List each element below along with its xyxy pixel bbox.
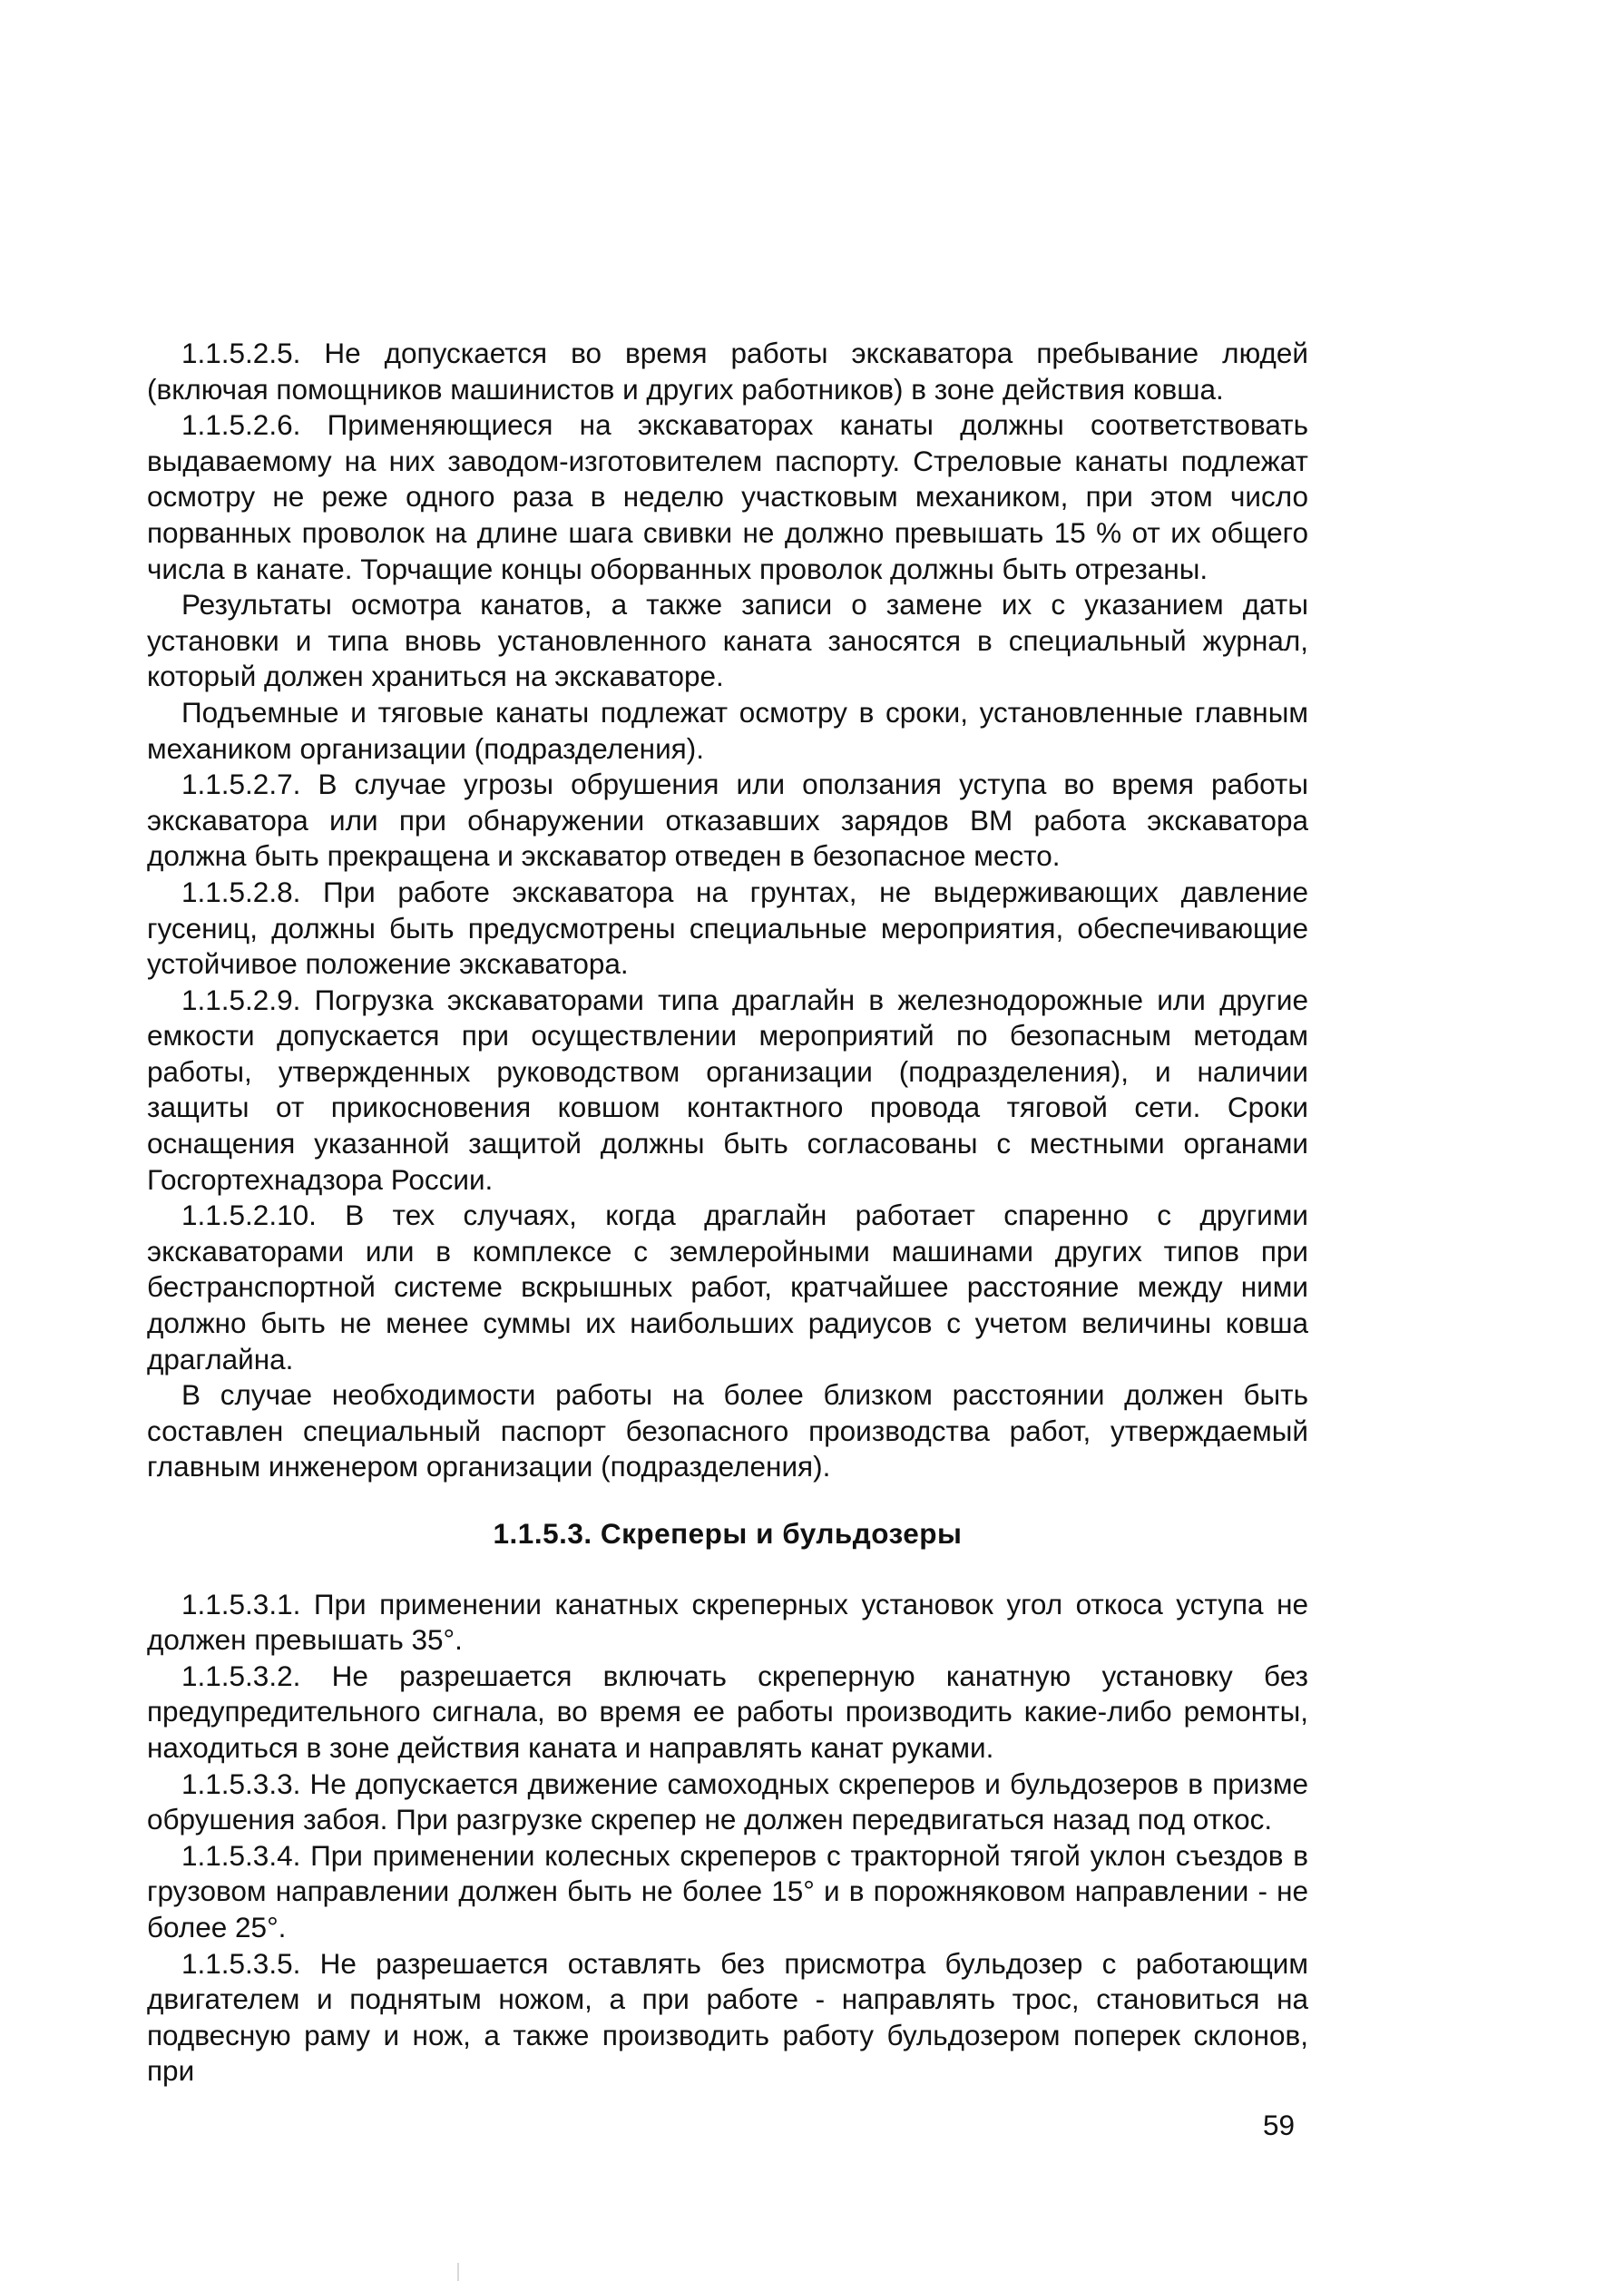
paragraph-1-1-5-2-5: 1.1.5.2.5. Не допускается во время работы экскаватора пребывание людей (включая помощников машинистов и других работников) в зоне действия ковша. bbox=[147, 337, 1308, 406]
paragraph-1-1-5-2-7: 1.1.5.2.7. В случае угрозы обрушения или оползания уступа во время работы экскаватора или при обнаружении отказавших зарядов ВМ работа экскаватора должна быть прекращена и экскаватор отведен в безопасное место. bbox=[147, 768, 1308, 873]
paragraph-1-1-5-3-5: 1.1.5.3.5. Не разрешается оставлять без присмотра бульдозер с работающим двигателем и поднятым ножом, а при работе - направлять трос, становиться на подвесную раму и нож, а также производить работу бульдозером поперек склонов, при bbox=[147, 1946, 1308, 2088]
paragraph-1-1-5-3-3: 1.1.5.3.3. Не допускается движение самоходных скреперов и бульдозеров в призме обрушения забоя. При разгрузке скрепер не должен передвигаться назад под откос. bbox=[147, 1767, 1308, 1836]
paragraph-1-1-5-2-9: 1.1.5.2.9. Погрузка экскаваторами типа драглайн в железнодорожные или другие емкости допускается при осуществлении мероприятий по безопасным методам работы, утвержденных руководством организации (подразделения), и наличии защиты от прикосновения ковшом контактного провода тяговой сети. Сроки оснащения указанной защитой должны быть согласованы с местными органами Госгортехнадзора России. bbox=[147, 983, 1308, 1196]
page-number: 59 bbox=[1263, 2109, 1296, 2141]
paragraph-closer-distance: В случае необходимости работы на более близком расстоянии должен быть составлен специальный паспорт безопасного производства работ, утверждаемый главным инженером организации (подразделения). bbox=[147, 1378, 1308, 1483]
section-heading: 1.1.5.3. Скреперы и бульдозеры bbox=[493, 1517, 963, 1550]
paragraph-rope-inspection-results: Результаты осмотра канатов, а также записи о замене их с указанием даты установки и типа вновь установленного каната заносятся в специальный журнал, который должен храниться на экскаваторе. bbox=[147, 588, 1308, 693]
paragraph-1-1-5-2-6: 1.1.5.2.6. Применяющиеся на экскаваторах канаты должны соответствовать выдаваемому на них заводом-изготовителем паспорту. Стреловые канаты подлежат осмотру не реже одного раза в неделю участковым механиком, при этом число порванных проволок на длине шага свивки не должно превышать 15 % от их общего числа в канате. Торчащие концы оборванных проволок должны быть отрезаны. bbox=[147, 408, 1308, 585]
paragraph-1-1-5-2-8: 1.1.5.2.8. При работе экскаватора на грунтах, не выдерживающих давление гусениц, должны быть предусмотрены специальные мероприятия, обеспечивающие устойчивое положение экскаватора. bbox=[147, 875, 1308, 981]
scan-mark bbox=[457, 2263, 459, 2281]
paragraph-1-1-5-3-4: 1.1.5.3.4. При применении колесных скреперов с тракторной тягой уклон съездов в грузовом направлении должен быть не более 15° и в порожняковом направлении - не более 25°. bbox=[147, 1838, 1308, 1943]
body-text bbox=[147, 336, 1308, 2090]
paragraph-1-1-5-2-10: 1.1.5.2.10. В тех случаях, когда драглайн работает спаренно с другими экскаваторами или в комплексе с землеройными машинами других типов при бестранспортной системе вскрышных работ, кратчайшее расстояние между ними должно быть не менее суммы их наибольших радиусов с учетом величины ковша драглайна. bbox=[147, 1199, 1308, 1375]
paragraph-1-1-5-3-1: 1.1.5.3.1. При применении канатных скреперных установок угол откоса уступа не должен превышать 35°. bbox=[147, 1587, 1308, 1657]
paragraph-1-1-5-3-2: 1.1.5.3.2. Не разрешается включать скреперную канатную установку без предупредительного сигнала, во время ее работы производить какие-либо ремонты, находиться в зоне действия каната и направлять канат руками. bbox=[147, 1659, 1308, 1764]
paragraph-lifting-ropes: Подъемные и тяговые канаты подлежат осмотру в сроки, установленные главным механиком организации (подразделения). bbox=[147, 695, 1308, 765]
